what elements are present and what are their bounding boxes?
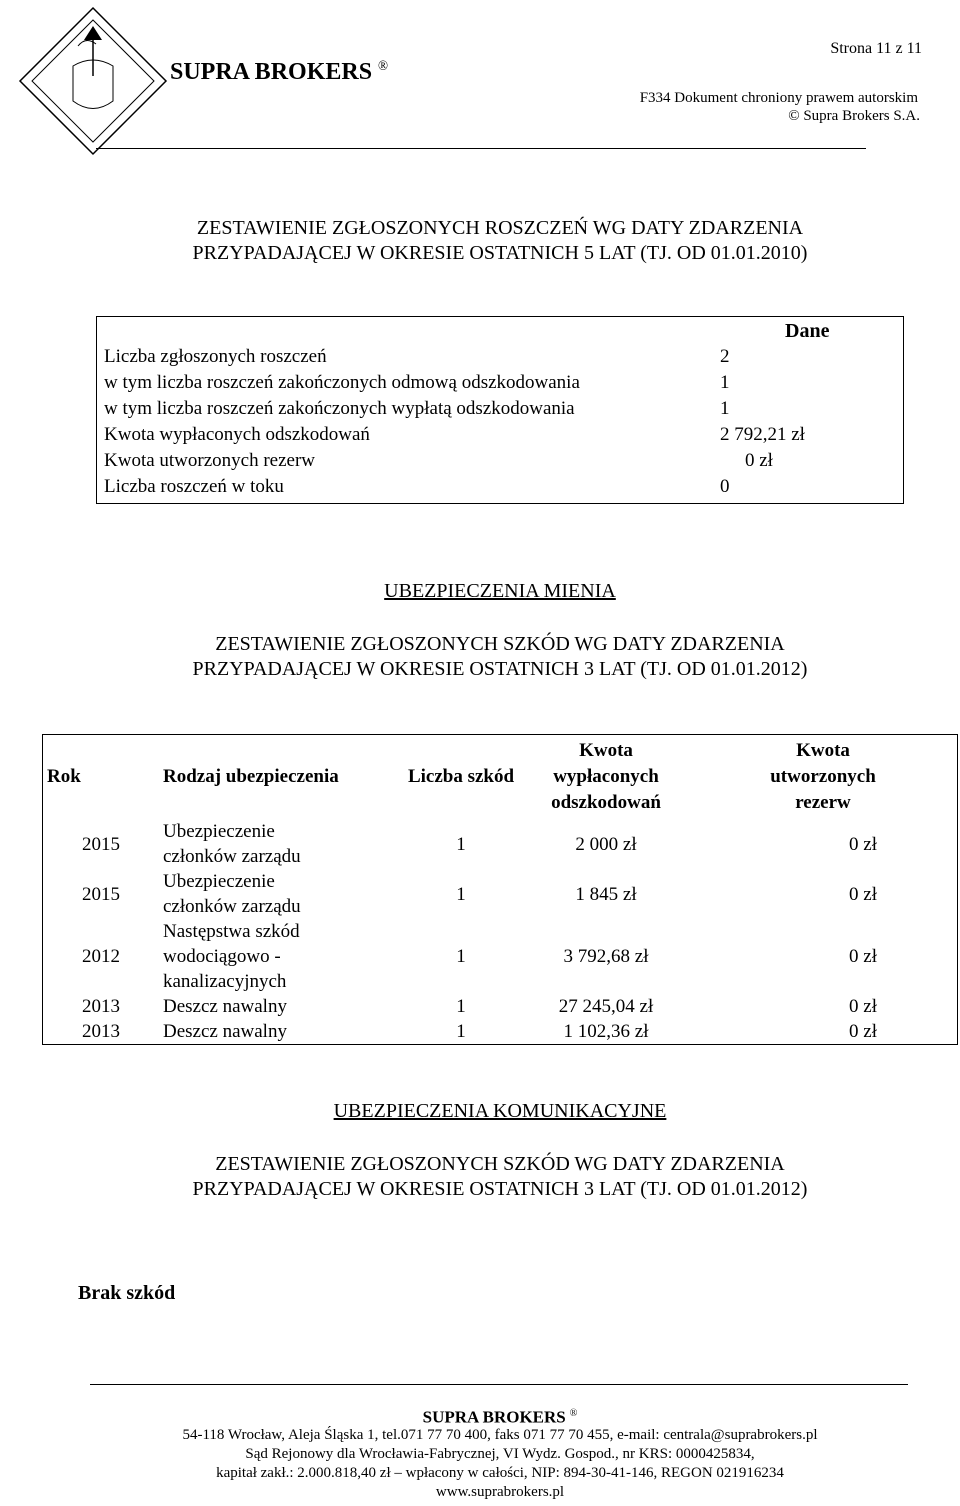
- cell-year: 2012: [82, 946, 120, 967]
- cell-paid: 27 245,04 zł: [558, 996, 654, 1017]
- summary-label-reserves: Kwota utworzonych rezerw: [104, 450, 316, 471]
- col-header-paid-line: odszkodowań: [551, 792, 661, 813]
- header-brand-name: SUPRA BROKERS: [170, 59, 373, 85]
- cell-paid: 3 792,68 zł: [563, 946, 649, 967]
- cell-type-line: Następstwa szkód: [163, 921, 300, 942]
- cell-reserves: 0 zł: [849, 1021, 877, 1042]
- footer-rule: [90, 1384, 908, 1385]
- cell-reserves: 0 zł: [849, 833, 877, 855]
- summary-label-pending: Liczba roszczeń w toku: [104, 476, 284, 497]
- col-header-reserves: [689, 735, 958, 820]
- cell-type-line: członków zarządu: [163, 846, 301, 867]
- summary-value-refused: 1: [720, 372, 730, 393]
- cell-paid: 1 845 zł: [575, 883, 637, 905]
- table-row: [43, 1019, 958, 1045]
- summary-label-paid-out: w tym liczba roszczeń zakończonych wypłatą odszkodowania: [104, 398, 575, 419]
- footer-brand-name: SUPRA BROKERS: [422, 1407, 566, 1427]
- heading-line-2: PRZYPADAJĄCEJ W OKRESIE OSTATNICH 5 LAT (TJ. OD 01.01.2010): [192, 242, 808, 264]
- claims-summary-heading: [0, 216, 960, 266]
- summary-value-total-claims: 2: [720, 346, 730, 367]
- registered-mark: ®: [378, 58, 389, 73]
- property-claims-table: [42, 734, 958, 1045]
- col-header-type: Rodzaj ubezpieczenia: [163, 766, 339, 787]
- col-header-paid-line: Kwota: [579, 740, 633, 761]
- table-row: [43, 994, 958, 1019]
- table-row: [43, 869, 958, 919]
- cell-type-line: wodociągowo -: [163, 946, 281, 967]
- cell-count: 1: [456, 833, 466, 855]
- cell-reserves: 0 zł: [849, 946, 877, 967]
- col-header-year: Rok: [47, 766, 81, 787]
- property-claims-heading: [0, 632, 960, 682]
- cell-type-line: Ubezpieczenie: [163, 821, 275, 842]
- cell-reserves: 0 zł: [849, 996, 877, 1017]
- cell-type: [159, 819, 399, 869]
- summary-label-refused: w tym liczba roszczeń zakończonych odmową odszkodowania: [104, 372, 580, 393]
- cell-type-line: Deszcz nawalny: [163, 996, 287, 1017]
- motor-heading-line-1: ZESTAWIENIE ZGŁOSZONYCH SZKÓD WG DATY ZDARZENIA: [215, 1153, 785, 1175]
- cell-type-line: Deszcz nawalny: [163, 1021, 287, 1042]
- col-header-paid-line: wypłaconych: [553, 766, 659, 787]
- cell-count: 1: [456, 1021, 466, 1042]
- summary-label-paid-amount: Kwota wypłaconych odszkodowań: [104, 424, 370, 445]
- copyright-notice: F334 Dokument chroniony prawem autorskim: [639, 90, 918, 106]
- cell-count: 1: [456, 996, 466, 1017]
- motor-heading-line-2: PRZYPADAJĄCEJ W OKRESIE OSTATNICH 3 LAT (TJ. OD 01.01.2012): [192, 1178, 808, 1200]
- footer-brand: [0, 1404, 960, 1427]
- col-header-reserves-line: utworzonych: [770, 766, 876, 787]
- cell-type: [159, 994, 399, 1019]
- col-header-reserves-line: rezerw: [795, 792, 851, 813]
- cell-type-line: kanalizacyjnych: [163, 971, 287, 992]
- cell-year: 2015: [82, 833, 120, 855]
- col-header-reserves-line: Kwota: [796, 740, 850, 761]
- cell-year: 2013: [82, 1021, 120, 1042]
- cell-count: 1: [456, 883, 466, 905]
- cell-paid: 2 000 zł: [575, 833, 637, 855]
- heading-line-1: ZESTAWIENIE ZGŁOSZONYCH ROSZCZEŃ WG DATY ZDARZENIA: [196, 217, 804, 239]
- footer-registered-mark: ®: [569, 1408, 578, 1419]
- summary-value-paid-out: 1: [720, 398, 730, 419]
- cell-type: [159, 1019, 399, 1045]
- summary-value-reserves: 0 zł: [745, 450, 773, 471]
- no-claims-note: Brak szkód: [78, 1282, 176, 1304]
- claims-header-row: [43, 735, 958, 820]
- cell-year: 2013: [82, 996, 120, 1017]
- section-property-insurance-title: UBEZPIECZENIA MIENIA: [384, 580, 616, 602]
- header-rule: [96, 148, 866, 149]
- footer-capital: kapitał zakł.: 2.000.818,40 zł – wpłacony w całości, NIP: 894-30-41-146, REGON 021916234: [216, 1465, 784, 1481]
- summary-value-pending: 0: [720, 476, 730, 497]
- motor-claims-heading: [0, 1152, 960, 1202]
- cell-type-line: Ubezpieczenie: [163, 871, 275, 892]
- cell-year: 2015: [82, 883, 120, 905]
- table-row: [43, 819, 958, 869]
- cell-type: [159, 919, 399, 994]
- col-header-paid: [523, 735, 689, 820]
- cell-type-line: członków zarządu: [163, 896, 301, 917]
- footer-court: Sąd Rejonowy dla Wrocławia-Fabrycznej, VI Wydz. Gospod., nr KRS: 0000425834,: [245, 1446, 755, 1462]
- table-row: [43, 919, 958, 994]
- cell-type: [159, 869, 399, 919]
- cell-reserves: 0 zł: [849, 883, 877, 905]
- header-brand: [170, 58, 388, 86]
- col-header-count: Liczba szkód: [407, 766, 515, 787]
- footer-address: 54-118 Wrocław, Aleja Śląska 1, tel.071 77 70 400, faks 071 77 70 455, e-mail: centrala@suprabrokers.pl: [182, 1427, 818, 1443]
- summary-header-data: Dane: [785, 320, 830, 342]
- summary-label-total-claims: Liczba zgłoszonych roszczeń: [104, 346, 327, 367]
- section-motor-insurance-title: UBEZPIECZENIA KOMUNIKACYJNE: [333, 1100, 667, 1122]
- copyright-owner: © Supra Brokers S.A.: [788, 108, 920, 124]
- property-heading-line-2: PRZYPADAJĄCEJ W OKRESIE OSTATNICH 3 LAT (TJ. OD 01.01.2012): [192, 658, 808, 680]
- summary-value-paid-amount: 2 792,21 zł: [720, 424, 805, 445]
- cell-count: 1: [456, 946, 466, 967]
- supra-diamond-logo: [18, 6, 168, 156]
- cell-paid: 1 102,36 zł: [563, 1021, 649, 1042]
- footer-website[interactable]: www.suprabrokers.pl: [435, 1484, 565, 1500]
- page-number: Strona 11 z 11: [830, 40, 922, 57]
- property-heading-line-1: ZESTAWIENIE ZGŁOSZONYCH SZKÓD WG DATY ZDARZENIA: [215, 633, 785, 655]
